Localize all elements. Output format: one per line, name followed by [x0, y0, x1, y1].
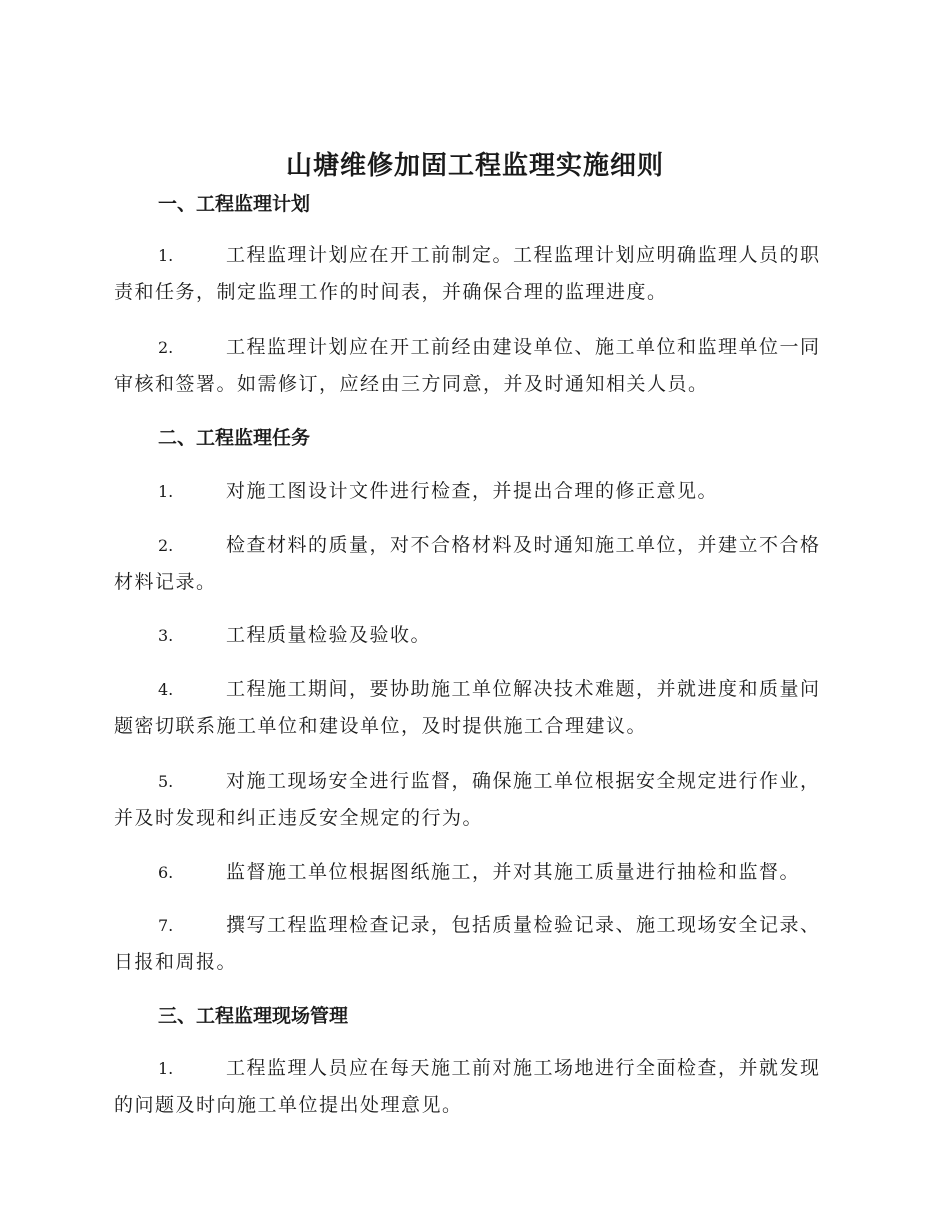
- list-item: [114, 1050, 834, 1123]
- document-title: 山塘维修加固工程监理实施细则: [285, 151, 664, 181]
- item-text: 撰写工程监理检查记录，包括质量检验记录、施工现场安全记录、日报和周报。: [114, 914, 821, 973]
- item-number: 2.: [158, 536, 174, 555]
- list-item: [114, 763, 834, 836]
- list-item: [114, 473, 834, 510]
- item-text: 检查材料的质量，对不合格材料及时通知施工单位，并建立不合格材料记录。: [114, 534, 821, 593]
- list-item: [114, 671, 834, 744]
- item-text: 工程监理计划应在开工前制定。工程监理计划应明确监理人员的职责和任务，制定监理工作的时间表，并确保合理的监理进度。: [114, 244, 821, 303]
- item-number: 2.: [158, 338, 174, 357]
- list-item: [114, 237, 834, 310]
- item-number: 7.: [158, 916, 174, 935]
- section-heading-1: 一、工程监理计划: [158, 193, 311, 215]
- item-text: 对施工图设计文件进行检查，并提出合理的修正意见。: [226, 480, 719, 502]
- list-item: [114, 617, 834, 654]
- item-number: 5.: [158, 772, 174, 791]
- section-heading-2: 二、工程监理任务: [158, 427, 311, 449]
- item-number: 6.: [158, 863, 174, 882]
- list-item: [114, 907, 834, 980]
- list-item: [114, 854, 834, 891]
- list-item: [114, 527, 834, 600]
- list-item: [114, 329, 834, 402]
- item-text: 工程监理人员应在每天施工前对施工场地进行全面检查，并就发现的问题及时向施工单位提出处理意见。: [114, 1057, 821, 1116]
- item-text: 工程监理计划应在开工前经由建设单位、施工单位和监理单位一同审核和签署。如需修订，应经由三方同意，并及时通知相关人员。: [114, 336, 821, 395]
- item-text: 工程施工期间，要协助施工单位解决技术难题，并就进度和质量问题密切联系施工单位和建设单位，及时提供施工合理建议。: [114, 678, 821, 737]
- item-number: 1.: [158, 1059, 174, 1078]
- item-number: 3.: [158, 626, 174, 645]
- item-text: 监督施工单位根据图纸施工，并对其施工质量进行抽检和监督。: [226, 861, 801, 883]
- section-heading-3: 三、工程监理现场管理: [158, 1005, 349, 1027]
- item-number: 1.: [158, 482, 174, 501]
- item-text: 工程质量检验及验收。: [226, 624, 432, 646]
- item-number: 1.: [158, 246, 174, 265]
- item-text: 对施工现场安全进行监督，确保施工单位根据安全规定进行作业，并及时发现和纠正违反安全规定的行为。: [114, 770, 821, 829]
- item-number: 4.: [158, 680, 174, 699]
